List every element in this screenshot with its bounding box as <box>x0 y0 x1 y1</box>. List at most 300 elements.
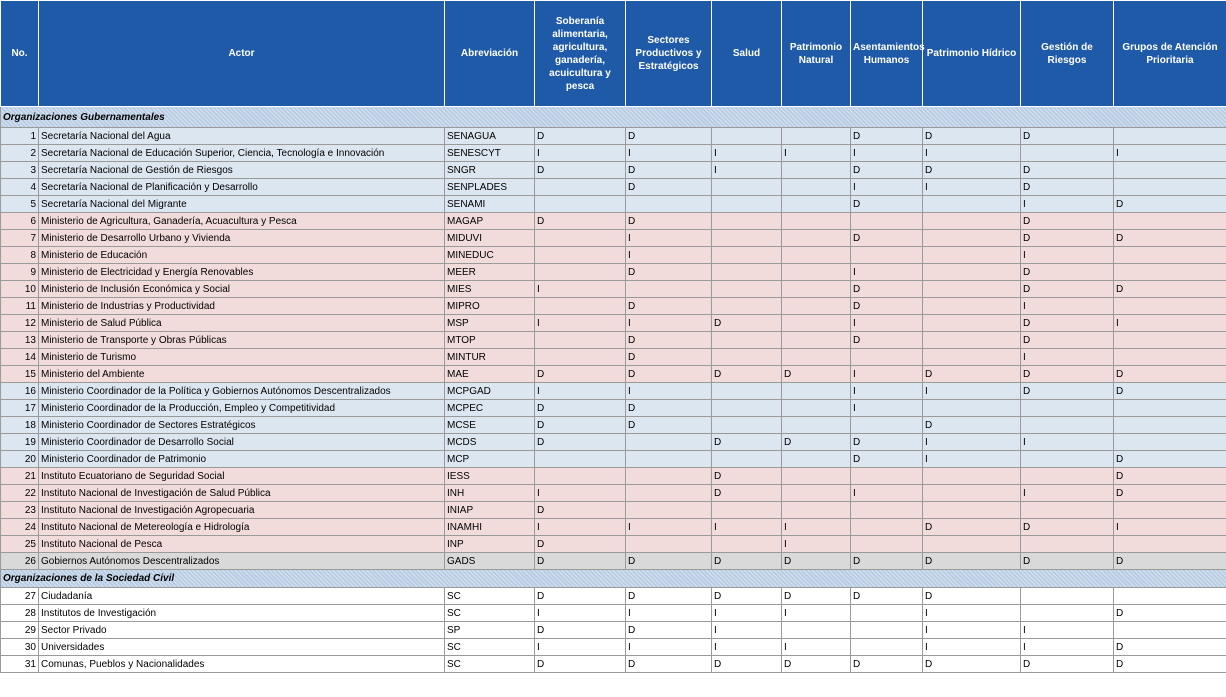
cell-sectores: I <box>626 230 712 247</box>
actor-abbreviation: MTOP <box>445 332 535 349</box>
header-sectores: Sectores Productivos y Estratégicos <box>626 1 712 107</box>
actor-name: Ministerio del Ambiente <box>39 366 445 383</box>
actor-abbreviation: INP <box>445 536 535 553</box>
cell-sectores: I <box>626 519 712 536</box>
cell-asentamientos: I <box>851 366 923 383</box>
actor-name: Secretaría Nacional del Agua <box>39 128 445 145</box>
actor-abbreviation: MINEDUC <box>445 247 535 264</box>
cell-patrimonio-natural: I <box>782 145 851 162</box>
cell-sectores <box>626 451 712 468</box>
cell-grupos-atencion: I <box>1114 315 1226 332</box>
cell-asentamientos <box>851 247 923 264</box>
cell-salud <box>712 264 782 281</box>
cell-patrimonio-natural: D <box>782 553 851 570</box>
actor-name: Secretaría Nacional de Educación Superior, Ciencia, Tecnología e Innovación <box>39 145 445 162</box>
actor-abbreviation: INH <box>445 485 535 502</box>
header-grupos-atencion: Grupos de Atención Prioritaria <box>1114 1 1226 107</box>
cell-grupos-atencion <box>1114 434 1226 451</box>
cell-sectores <box>626 468 712 485</box>
cell-asentamientos: D <box>851 553 923 570</box>
cell-gestion-riesgos: I <box>1021 298 1114 315</box>
cell-gestion-riesgos: D <box>1021 128 1114 145</box>
cell-patrimonio-natural: I <box>782 536 851 553</box>
actor-name: Instituto Nacional de Investigación de Salud Pública <box>39 485 445 502</box>
cell-sectores: D <box>626 400 712 417</box>
header-gestion-riesgos: Gestión de Riesgos <box>1021 1 1114 107</box>
cell-sectores: I <box>626 605 712 622</box>
cell-soberania: D <box>535 400 626 417</box>
section-title-sociedad-civil: Organizaciones de la Sociedad Civil <box>1 570 1226 588</box>
cell-soberania: I <box>535 145 626 162</box>
actor-abbreviation: MIES <box>445 281 535 298</box>
cell-asentamientos: D <box>851 281 923 298</box>
actor-abbreviation: MCPGAD <box>445 383 535 400</box>
table-row <box>1 400 1226 417</box>
cell-asentamientos: D <box>851 230 923 247</box>
cell-asentamientos <box>851 417 923 434</box>
table-row <box>1 264 1226 281</box>
actor-name: Ministerio de Industrias y Productividad <box>39 298 445 315</box>
cell-grupos-atencion: D <box>1114 451 1226 468</box>
cell-asentamientos <box>851 468 923 485</box>
cell-grupos-atencion <box>1114 349 1226 366</box>
cell-patrimonio-hidrico <box>923 400 1021 417</box>
row-number: 17 <box>1 400 39 417</box>
actor-name: Ministerio Coordinador de Desarrollo Social <box>39 434 445 451</box>
cell-salud <box>712 502 782 519</box>
cell-gestion-riesgos: D <box>1021 315 1114 332</box>
actor-name: Gobiernos Autónomos Descentralizados <box>39 553 445 570</box>
cell-salud: I <box>712 145 782 162</box>
cell-gestion-riesgos: D <box>1021 332 1114 349</box>
cell-grupos-atencion: D <box>1114 230 1226 247</box>
cell-patrimonio-natural: I <box>782 605 851 622</box>
cell-patrimonio-hidrico: I <box>923 622 1021 639</box>
table-row <box>1 247 1226 264</box>
cell-grupos-atencion <box>1114 162 1226 179</box>
row-number: 27 <box>1 588 39 605</box>
cell-grupos-atencion: D <box>1114 468 1226 485</box>
cell-soberania: D <box>535 536 626 553</box>
row-number: 5 <box>1 196 39 213</box>
row-number: 16 <box>1 383 39 400</box>
table-row <box>1 281 1226 298</box>
row-number: 22 <box>1 485 39 502</box>
cell-asentamientos: I <box>851 264 923 281</box>
row-number: 13 <box>1 332 39 349</box>
row-number: 31 <box>1 656 39 673</box>
cell-asentamientos <box>851 349 923 366</box>
row-number: 7 <box>1 230 39 247</box>
table-row <box>1 451 1226 468</box>
cell-asentamientos: I <box>851 145 923 162</box>
cell-soberania: D <box>535 128 626 145</box>
cell-patrimonio-natural: D <box>782 366 851 383</box>
cell-grupos-atencion <box>1114 332 1226 349</box>
cell-patrimonio-hidrico <box>923 468 1021 485</box>
cell-patrimonio-hidrico: D <box>923 366 1021 383</box>
actor-name: Ciudadanía <box>39 588 445 605</box>
cell-sectores: D <box>626 179 712 196</box>
cell-salud: D <box>712 656 782 673</box>
actor-name: Ministerio Coordinador de la Producción, Empleo y Competitividad <box>39 400 445 417</box>
cell-gestion-riesgos: D <box>1021 179 1114 196</box>
table-row <box>1 230 1226 247</box>
cell-salud <box>712 400 782 417</box>
actor-name: Universidades <box>39 639 445 656</box>
cell-salud: D <box>712 468 782 485</box>
cell-salud: D <box>712 485 782 502</box>
cell-sectores: I <box>626 383 712 400</box>
cell-gestion-riesgos: D <box>1021 230 1114 247</box>
cell-gestion-riesgos: D <box>1021 281 1114 298</box>
cell-grupos-atencion <box>1114 400 1226 417</box>
actor-abbreviation: SENAMI <box>445 196 535 213</box>
cell-sectores: D <box>626 162 712 179</box>
header-actor: Actor <box>39 1 445 107</box>
cell-patrimonio-hidrico: I <box>923 639 1021 656</box>
table-row <box>1 417 1226 434</box>
row-number: 29 <box>1 622 39 639</box>
header-patrimonio-hidrico: Patrimonio Hídrico <box>923 1 1021 107</box>
actor-abbreviation: SENPLADES <box>445 179 535 196</box>
cell-patrimonio-natural <box>782 383 851 400</box>
cell-soberania: I <box>535 383 626 400</box>
cell-asentamientos: D <box>851 332 923 349</box>
table-row <box>1 553 1226 570</box>
cell-asentamientos: I <box>851 179 923 196</box>
actor-name: Ministerio de Electricidad y Energía Renovables <box>39 264 445 281</box>
row-number: 9 <box>1 264 39 281</box>
row-number: 26 <box>1 553 39 570</box>
cell-asentamientos <box>851 213 923 230</box>
actor-name: Instituto Nacional de Metereología e Hidrología <box>39 519 445 536</box>
actor-name: Secretaría Nacional de Gestión de Riesgos <box>39 162 445 179</box>
row-number: 4 <box>1 179 39 196</box>
table-row <box>1 519 1226 536</box>
cell-salud: D <box>712 315 782 332</box>
cell-gestion-riesgos: D <box>1021 553 1114 570</box>
cell-grupos-atencion: I <box>1114 145 1226 162</box>
cell-asentamientos <box>851 622 923 639</box>
cell-soberania <box>535 468 626 485</box>
cell-soberania <box>535 451 626 468</box>
cell-grupos-atencion: D <box>1114 485 1226 502</box>
actor-abbreviation: MINTUR <box>445 349 535 366</box>
cell-sectores <box>626 485 712 502</box>
cell-gestion-riesgos: D <box>1021 264 1114 281</box>
cell-grupos-atencion: D <box>1114 553 1226 570</box>
table-row <box>1 366 1226 383</box>
actor-name: Secretaría Nacional del Migrante <box>39 196 445 213</box>
cell-patrimonio-hidrico: I <box>923 145 1021 162</box>
cell-gestion-riesgos <box>1021 451 1114 468</box>
cell-gestion-riesgos <box>1021 417 1114 434</box>
actor-name: Ministerio de Salud Pública <box>39 315 445 332</box>
cell-sectores <box>626 196 712 213</box>
cell-salud: I <box>712 605 782 622</box>
cell-salud: D <box>712 434 782 451</box>
cell-gestion-riesgos: I <box>1021 485 1114 502</box>
cell-gestion-riesgos: I <box>1021 622 1114 639</box>
section-row-sociedad-civil <box>1 570 1226 588</box>
cell-salud <box>712 247 782 264</box>
cell-patrimonio-natural <box>782 230 851 247</box>
cell-patrimonio-hidrico <box>923 247 1021 264</box>
cell-patrimonio-hidrico <box>923 281 1021 298</box>
cell-patrimonio-natural: I <box>782 519 851 536</box>
section-title-gubernamentales: Organizaciones Gubernamentales <box>1 107 1226 128</box>
table-row <box>1 213 1226 230</box>
cell-asentamientos: D <box>851 434 923 451</box>
cell-grupos-atencion: I <box>1114 519 1226 536</box>
header-no: No. <box>1 1 39 107</box>
cell-salud <box>712 230 782 247</box>
cell-salud <box>712 298 782 315</box>
row-number: 23 <box>1 502 39 519</box>
actor-name: Comunas, Pueblos y Nacionalidades <box>39 656 445 673</box>
cell-patrimonio-natural <box>782 349 851 366</box>
row-number: 12 <box>1 315 39 332</box>
cell-sectores: I <box>626 145 712 162</box>
cell-patrimonio-hidrico <box>923 196 1021 213</box>
cell-sectores: D <box>626 417 712 434</box>
table-row <box>1 179 1226 196</box>
cell-grupos-atencion <box>1114 179 1226 196</box>
cell-grupos-atencion: D <box>1114 383 1226 400</box>
actor-name: Ministerio de Inclusión Económica y Social <box>39 281 445 298</box>
cell-salud: D <box>712 366 782 383</box>
cell-salud <box>712 536 782 553</box>
cell-sectores: I <box>626 315 712 332</box>
cell-gestion-riesgos <box>1021 468 1114 485</box>
cell-soberania: D <box>535 434 626 451</box>
cell-gestion-riesgos: D <box>1021 383 1114 400</box>
row-number: 8 <box>1 247 39 264</box>
cell-grupos-atencion <box>1114 298 1226 315</box>
cell-patrimonio-natural <box>782 315 851 332</box>
cell-grupos-atencion: D <box>1114 196 1226 213</box>
cell-grupos-atencion: D <box>1114 366 1226 383</box>
cell-grupos-atencion <box>1114 588 1226 605</box>
cell-patrimonio-hidrico <box>923 213 1021 230</box>
cell-grupos-atencion <box>1114 502 1226 519</box>
cell-asentamientos: D <box>851 196 923 213</box>
actor-abbreviation: MCP <box>445 451 535 468</box>
actor-abbreviation: MCSE <box>445 417 535 434</box>
actor-abbreviation: MCDS <box>445 434 535 451</box>
cell-asentamientos: D <box>851 298 923 315</box>
cell-soberania: I <box>535 605 626 622</box>
row-number: 2 <box>1 145 39 162</box>
cell-patrimonio-natural <box>782 468 851 485</box>
cell-grupos-atencion: D <box>1114 281 1226 298</box>
cell-salud <box>712 349 782 366</box>
table-body <box>1 107 1226 673</box>
row-number: 6 <box>1 213 39 230</box>
cell-soberania: D <box>535 588 626 605</box>
cell-patrimonio-hidrico: D <box>923 128 1021 145</box>
table-row <box>1 145 1226 162</box>
cell-grupos-atencion <box>1114 264 1226 281</box>
cell-soberania <box>535 349 626 366</box>
actor-abbreviation: INIAP <box>445 502 535 519</box>
cell-patrimonio-natural <box>782 485 851 502</box>
header-salud: Salud <box>712 1 782 107</box>
actor-abbreviation: SP <box>445 622 535 639</box>
cell-patrimonio-hidrico <box>923 349 1021 366</box>
actor-abbreviation: GADS <box>445 553 535 570</box>
row-number: 25 <box>1 536 39 553</box>
cell-gestion-riesgos: I <box>1021 247 1114 264</box>
cell-patrimonio-hidrico: D <box>923 588 1021 605</box>
cell-gestion-riesgos: D <box>1021 213 1114 230</box>
cell-patrimonio-natural <box>782 332 851 349</box>
row-number: 11 <box>1 298 39 315</box>
actor-name: Ministerio Coordinador de Sectores Estratégicos <box>39 417 445 434</box>
cell-salud: D <box>712 588 782 605</box>
cell-sectores <box>626 536 712 553</box>
table-row <box>1 536 1226 553</box>
row-number: 20 <box>1 451 39 468</box>
table-row <box>1 485 1226 502</box>
section-row-gubernamentales <box>1 107 1226 128</box>
cell-patrimonio-hidrico: D <box>923 553 1021 570</box>
cell-patrimonio-natural: I <box>782 639 851 656</box>
cell-salud <box>712 213 782 230</box>
cell-patrimonio-hidrico: D <box>923 162 1021 179</box>
cell-patrimonio-hidrico: D <box>923 519 1021 536</box>
cell-grupos-atencion: D <box>1114 639 1226 656</box>
cell-grupos-atencion <box>1114 128 1226 145</box>
cell-soberania <box>535 196 626 213</box>
cell-sectores: D <box>626 553 712 570</box>
header-soberania: Soberanía alimentaria, agricultura, ganadería, acuicultura y pesca <box>535 1 626 107</box>
header-row <box>1 1 1226 107</box>
table-row <box>1 468 1226 485</box>
cell-soberania: D <box>535 417 626 434</box>
cell-sectores <box>626 434 712 451</box>
cell-patrimonio-hidrico: I <box>923 179 1021 196</box>
cell-patrimonio-hidrico: I <box>923 434 1021 451</box>
table-row <box>1 128 1226 145</box>
table-row <box>1 315 1226 332</box>
cell-sectores: D <box>626 622 712 639</box>
actor-name: Ministerio de Desarrollo Urbano y Vivienda <box>39 230 445 247</box>
cell-patrimonio-natural <box>782 128 851 145</box>
table-row <box>1 605 1226 622</box>
cell-sectores: D <box>626 213 712 230</box>
row-number: 24 <box>1 519 39 536</box>
actor-name: Instituto Nacional de Pesca <box>39 536 445 553</box>
cell-grupos-atencion <box>1114 247 1226 264</box>
cell-salud: I <box>712 519 782 536</box>
cell-patrimonio-hidrico <box>923 485 1021 502</box>
table-row <box>1 298 1226 315</box>
cell-sectores: D <box>626 264 712 281</box>
cell-sectores: I <box>626 247 712 264</box>
cell-sectores: D <box>626 332 712 349</box>
cell-soberania: D <box>535 366 626 383</box>
cell-asentamientos <box>851 536 923 553</box>
cell-asentamientos: D <box>851 128 923 145</box>
table-row <box>1 622 1226 639</box>
actor-abbreviation: MIPRO <box>445 298 535 315</box>
cell-soberania <box>535 298 626 315</box>
cell-sectores: D <box>626 588 712 605</box>
actor-abbreviation: SC <box>445 639 535 656</box>
cell-gestion-riesgos: I <box>1021 434 1114 451</box>
actor-abbreviation: MAGAP <box>445 213 535 230</box>
cell-asentamientos <box>851 502 923 519</box>
cell-asentamientos: D <box>851 451 923 468</box>
cell-patrimonio-hidrico: I <box>923 383 1021 400</box>
cell-asentamientos <box>851 639 923 656</box>
row-number: 18 <box>1 417 39 434</box>
actor-abbreviation: INAMHI <box>445 519 535 536</box>
row-number: 28 <box>1 605 39 622</box>
actor-name: Instituto Nacional de Investigación Agropecuaria <box>39 502 445 519</box>
cell-patrimonio-natural <box>782 247 851 264</box>
table-row <box>1 502 1226 519</box>
table-row <box>1 434 1226 451</box>
cell-salud: I <box>712 162 782 179</box>
cell-patrimonio-natural <box>782 400 851 417</box>
cell-gestion-riesgos <box>1021 605 1114 622</box>
cell-patrimonio-natural <box>782 213 851 230</box>
actor-name: Instituto Ecuatoriano de Seguridad Social <box>39 468 445 485</box>
cell-soberania: I <box>535 639 626 656</box>
cell-soberania: D <box>535 622 626 639</box>
cell-patrimonio-natural <box>782 622 851 639</box>
cell-grupos-atencion <box>1114 536 1226 553</box>
actor-abbreviation: MSP <box>445 315 535 332</box>
table-row <box>1 656 1226 673</box>
row-number: 3 <box>1 162 39 179</box>
cell-grupos-atencion: D <box>1114 605 1226 622</box>
row-number: 1 <box>1 128 39 145</box>
header-abbreviation: Abreviación <box>445 1 535 107</box>
cell-gestion-riesgos <box>1021 502 1114 519</box>
cell-soberania: D <box>535 162 626 179</box>
table-row <box>1 162 1226 179</box>
table-row <box>1 588 1226 605</box>
row-number: 30 <box>1 639 39 656</box>
cell-patrimonio-hidrico <box>923 332 1021 349</box>
cell-patrimonio-hidrico <box>923 502 1021 519</box>
cell-soberania: I <box>535 485 626 502</box>
actor-name: Institutos de Investigación <box>39 605 445 622</box>
table-row <box>1 349 1226 366</box>
cell-patrimonio-natural <box>782 451 851 468</box>
cell-patrimonio-natural <box>782 196 851 213</box>
cell-gestion-riesgos: I <box>1021 639 1114 656</box>
cell-grupos-atencion <box>1114 213 1226 230</box>
actor-abbreviation: SENAGUA <box>445 128 535 145</box>
cell-gestion-riesgos <box>1021 536 1114 553</box>
actor-name: Secretaría Nacional de Planificación y Desarrollo <box>39 179 445 196</box>
cell-gestion-riesgos: D <box>1021 519 1114 536</box>
actor-abbreviation: MCPEC <box>445 400 535 417</box>
actor-name: Ministerio Coordinador de la Política y Gobiernos Autónomos Descentralizados <box>39 383 445 400</box>
cell-patrimonio-natural: D <box>782 588 851 605</box>
table-row <box>1 639 1226 656</box>
header-patrimonio-natural: Patrimonio Natural <box>782 1 851 107</box>
cell-soberania <box>535 247 626 264</box>
cell-patrimonio-natural: D <box>782 434 851 451</box>
cell-salud <box>712 196 782 213</box>
cell-patrimonio-natural <box>782 502 851 519</box>
